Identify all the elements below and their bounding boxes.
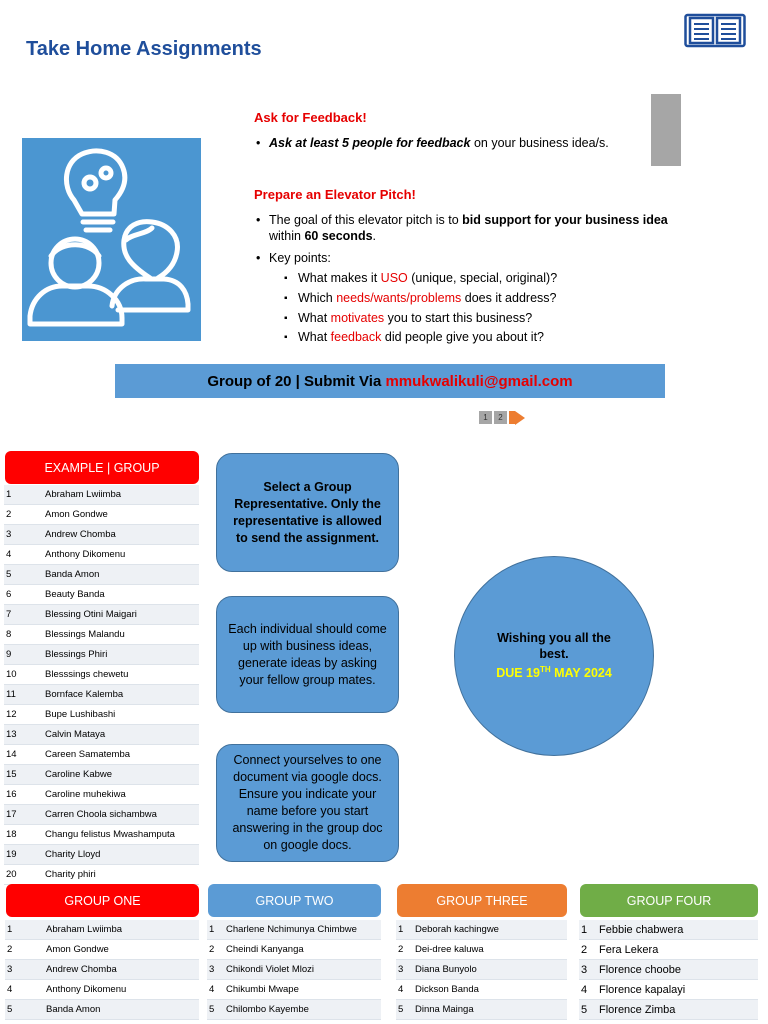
member-name: Bupe Lushibashi (45, 709, 116, 720)
feedback-rest-text: on your business idea/s. (470, 136, 609, 150)
kp-text: you to start this business? (384, 311, 533, 325)
row-number: 18 (6, 829, 17, 840)
feedback-bullet: • Ask at least 5 people for feedback on your business idea/s. (256, 136, 609, 150)
row-number: 7 (6, 609, 12, 620)
member-name: Andrew Chomba (46, 964, 117, 975)
kp-text: did people give you about it? (381, 330, 545, 344)
due-sup: TH (539, 665, 551, 675)
group-two-list (207, 920, 381, 1020)
row-number: 4 (581, 984, 588, 996)
member-name: Dei-dree kaluwa (415, 944, 484, 955)
list-item (396, 980, 567, 1000)
member-name: Beauty Banda (45, 589, 105, 600)
row-number: 13 (6, 729, 17, 740)
page-1-button[interactable]: 1 (479, 411, 492, 424)
group-one-header: GROUP ONE (6, 884, 199, 917)
due-post: MAY 2024 (550, 666, 612, 681)
list-item (579, 940, 758, 960)
row-number: 1 (398, 924, 404, 935)
feedback-bold-text: Ask at least 5 people for feedback (269, 136, 471, 150)
kp-highlight: needs/wants/problems (336, 291, 462, 305)
row-number: 2 (6, 509, 12, 520)
member-name: Banda Amon (45, 569, 100, 580)
member-name: Dickson Banda (415, 984, 479, 995)
kp-text: does it address? (461, 291, 557, 305)
wish-text: Wishing you all the best. (497, 631, 611, 662)
row-number: 1 (581, 924, 588, 936)
kp-text: Which (298, 291, 337, 305)
member-name: Florence kapalayi (599, 984, 686, 996)
list-item (579, 920, 758, 940)
list-item (4, 825, 199, 845)
callout-text: Each individual should come up with business ideas, generate ideas by asking your fellow group mates. (228, 621, 387, 687)
list-item (4, 845, 199, 865)
keypoint-item (298, 290, 556, 306)
row-number: 2 (7, 944, 13, 955)
page-2-button[interactable]: 2 (494, 411, 507, 424)
kp-text: What makes it (298, 271, 381, 285)
feedback-heading: Ask for Feedback! (254, 110, 367, 125)
member-name: Abraham Lwiimba (46, 924, 123, 935)
row-number: 20 (6, 869, 17, 880)
keypoint-item (298, 329, 544, 345)
kp-text: What (298, 311, 331, 325)
callout-representative (216, 453, 399, 572)
row-number: 12 (6, 709, 17, 720)
submit-banner (115, 364, 665, 398)
row-number: 3 (398, 964, 404, 975)
row-number: 14 (6, 749, 17, 760)
row-number: 11 (6, 689, 16, 700)
next-arrow-icon[interactable] (509, 411, 525, 424)
row-number: 4 (7, 984, 13, 995)
list-item (207, 1000, 381, 1020)
member-name: Blessing Otini Maigari (45, 609, 137, 620)
member-name: Amon Gondwe (45, 509, 108, 520)
row-number: 15 (6, 769, 17, 780)
member-name: Blessings Phiri (45, 649, 108, 660)
member-name: Chikumbi Mwape (226, 984, 299, 995)
goal-line2-bold: 60 seconds (304, 229, 373, 243)
group-three-list (396, 920, 567, 1020)
goal-pre: The goal of this elevator pitch is to (269, 213, 463, 227)
row-number: 5 (398, 1004, 404, 1015)
list-item (4, 705, 199, 725)
list-item (4, 605, 199, 625)
member-name: Andrew Chomba (45, 529, 116, 540)
member-name: Florence Zimba (599, 1004, 676, 1016)
kp-text: (unique, special, original)? (407, 271, 558, 285)
list-item (4, 765, 199, 785)
book-icon (684, 12, 746, 48)
member-name: Blesssings chewetu (45, 669, 129, 680)
member-name: Banda Amon (46, 1004, 101, 1015)
member-name: Caroline muhekiwa (45, 789, 126, 800)
row-number: 1 (209, 924, 215, 935)
due-date (496, 662, 612, 681)
callout-text: Connect yourselves to one document via google docs. Ensure you indicate your name before you start answering in the group doc on google docs. (232, 753, 383, 852)
list-item (5, 960, 199, 980)
group-three-header: GROUP THREE (397, 884, 567, 917)
list-item (4, 725, 199, 745)
member-name: Calvin Mataya (45, 729, 106, 740)
list-item (579, 960, 758, 980)
row-number: 3 (581, 964, 588, 976)
list-item (5, 920, 199, 940)
member-name: Amon Gondwe (46, 944, 109, 955)
row-number: 4 (6, 549, 12, 560)
member-name: Deborah kachingwe (415, 924, 499, 935)
row-number: 6 (6, 589, 12, 600)
group-two-header: GROUP TWO (208, 884, 381, 917)
goal-bold: bid support for your business idea (462, 213, 668, 227)
kp-highlight: motivates (330, 311, 385, 325)
group-four-header: GROUP FOUR (580, 884, 758, 917)
example-group-list (4, 485, 199, 885)
row-number: 17 (6, 809, 17, 820)
row-number: 2 (209, 944, 215, 955)
row-number: 10 (6, 669, 17, 680)
member-name: Dinna Mainga (415, 1004, 474, 1015)
row-number: 3 (6, 529, 12, 540)
list-item (4, 565, 199, 585)
list-item (4, 685, 199, 705)
list-item (4, 785, 199, 805)
row-number: 4 (209, 984, 215, 995)
callout-google-docs (216, 744, 399, 862)
row-number: 5 (581, 1004, 588, 1016)
list-item (4, 505, 199, 525)
row-number: 3 (7, 964, 13, 975)
member-name: Changu felistus Mwashamputa (45, 829, 175, 840)
member-name: Bornface Kalemba (45, 689, 124, 700)
row-number: 16 (6, 789, 17, 800)
list-item (207, 940, 381, 960)
row-number: 1 (7, 924, 13, 935)
wish-circle (454, 556, 654, 756)
callout-individual-ideas (216, 596, 399, 713)
idea-people-illustration (22, 138, 201, 341)
member-name: Febbie chabwera (599, 924, 684, 936)
list-item (4, 665, 199, 685)
kp-highlight: feedback (330, 330, 382, 344)
list-item (4, 525, 199, 545)
list-item (396, 960, 567, 980)
page-title: Take Home Assignments (26, 38, 262, 60)
list-item (4, 865, 199, 885)
row-number: 5 (6, 569, 12, 580)
list-item (396, 1000, 567, 1020)
list-item (396, 940, 567, 960)
member-name: Diana Bunyolo (415, 964, 477, 975)
member-name: Abraham Lwiimba (45, 489, 122, 500)
member-name: Anthony Dikomenu (46, 984, 127, 995)
row-number: 1 (6, 489, 12, 500)
example-group-header: EXAMPLE | GROUP (5, 451, 199, 484)
member-name: Carren Choola sichambwa (45, 809, 157, 820)
member-name: Charlene Nchimunya Chimbwe (226, 924, 357, 935)
side-bar-decoration (651, 94, 681, 166)
member-name: Blessings Malandu (45, 629, 125, 640)
row-number: 5 (7, 1004, 13, 1015)
list-item (4, 645, 199, 665)
page-navigator (479, 411, 525, 424)
keypoints-label: Key points: (269, 251, 331, 265)
list-item (4, 485, 199, 505)
due-pre: DUE 19 (496, 666, 540, 681)
row-number: 8 (6, 629, 12, 640)
row-number: 2 (581, 944, 588, 956)
member-name: Chikondi Violet Mlozi (226, 964, 315, 975)
list-item (4, 745, 199, 765)
list-item (4, 625, 199, 645)
pitch-heading: Prepare an Elevator Pitch! (254, 187, 416, 202)
row-number: 19 (6, 849, 17, 860)
member-name: Anthony Dikomenu (45, 549, 126, 560)
row-number: 5 (209, 1004, 215, 1015)
keypoints-bullet: • Key points: (256, 251, 331, 265)
list-item (5, 940, 199, 960)
list-item (396, 920, 567, 940)
callout-text: Select a Group Representative. Only the representative is allowed to send the assignment. (233, 479, 382, 545)
member-name: Caroline Kabwe (45, 769, 113, 780)
list-item (5, 980, 199, 1000)
goal-line2-post: . (372, 229, 377, 243)
list-item (207, 980, 381, 1000)
list-item (4, 805, 199, 825)
pitch-goal-bullet: • The goal of this elevator pitch is to bid support for your business idea within 60 seconds. (256, 213, 668, 243)
keypoint-item (298, 270, 557, 286)
member-name: Careen Samatemba (45, 749, 131, 760)
list-item (4, 585, 199, 605)
kp-text: What (298, 330, 331, 344)
list-item (4, 545, 199, 565)
row-number: 4 (398, 984, 404, 995)
kp-highlight: USO (380, 271, 408, 285)
submit-email-link[interactable]: mmukwalikuli@gmail.com (385, 372, 573, 390)
member-name: Cheindi Kanyanga (226, 944, 304, 955)
list-item (579, 1000, 758, 1020)
list-item (207, 960, 381, 980)
row-number: 9 (6, 649, 12, 660)
submit-text: Group of 20 | Submit Via (207, 372, 386, 390)
member-name: Charity phiri (45, 869, 96, 880)
member-name: Chilombo Kayembe (226, 1004, 309, 1015)
member-name: Fera Lekera (599, 944, 659, 956)
row-number: 2 (398, 944, 404, 955)
list-item (207, 920, 381, 940)
group-four-list (579, 920, 758, 1020)
member-name: Florence choobe (599, 964, 681, 976)
keypoint-item (298, 310, 532, 326)
goal-line2-pre: within (269, 229, 305, 243)
group-one-list (5, 920, 199, 1020)
member-name: Charity Lloyd (45, 849, 101, 860)
row-number: 3 (209, 964, 215, 975)
list-item (579, 980, 758, 1000)
list-item (5, 1000, 199, 1020)
